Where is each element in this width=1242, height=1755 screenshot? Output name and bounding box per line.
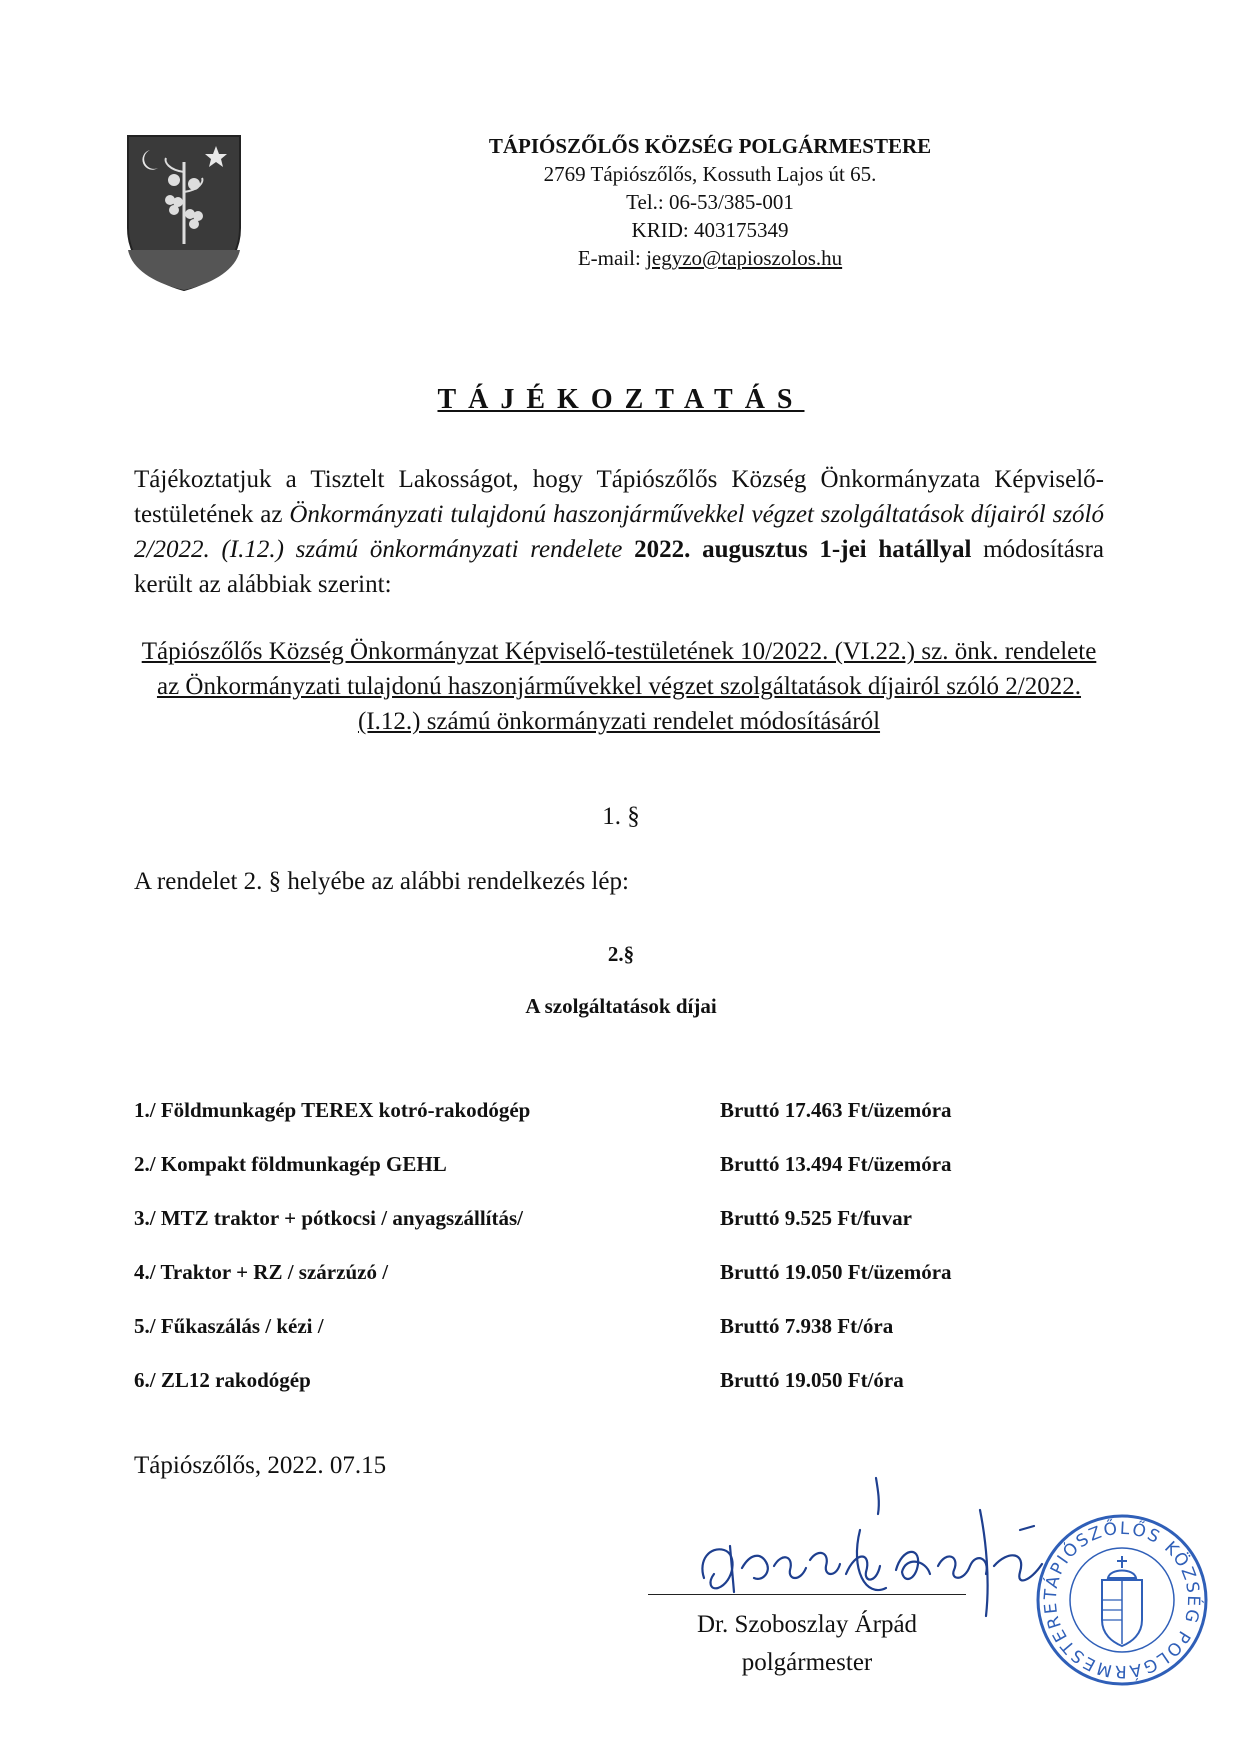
list-item xyxy=(134,1098,1034,1152)
fee-price: Bruttó 9.525 Ft/fuvar xyxy=(720,1206,912,1230)
list-item xyxy=(134,1314,1034,1368)
fee-price: Bruttó 19.050 Ft/óra xyxy=(720,1368,904,1392)
fee-service: 3./ MTZ traktor + pótkocsi / anyagszállítás/ xyxy=(134,1206,524,1230)
section-1-heading: 1. § xyxy=(602,803,640,830)
fee-price: Bruttó 13.494 Ft/üzemóra xyxy=(720,1152,952,1176)
coat-of-arms-icon xyxy=(124,132,244,292)
phone: Tel.: 06-53/385-001 xyxy=(626,190,794,214)
fee-service: 4./ Traktor + RZ / szárzúzó / xyxy=(134,1260,389,1284)
fee-price: Bruttó 17.463 Ft/üzemóra xyxy=(720,1098,952,1122)
email-label: E-mail: xyxy=(577,246,647,270)
list-item xyxy=(134,1152,1034,1206)
fees-subtitle: A szolgáltatások díjai xyxy=(525,994,717,1018)
fee-list xyxy=(134,1098,1034,1422)
fee-service: 5./ Fűkaszálás / kézi / xyxy=(134,1314,324,1338)
fee-service: 2./ Kompakt földmunkagép GEHL xyxy=(134,1152,447,1176)
email-line xyxy=(400,244,1020,272)
intro-paragraph xyxy=(134,462,1104,602)
section-1-text: A rendelet 2. § helyébe az alábbi rendelkezés lép: xyxy=(134,868,629,895)
intro-effective-date: 2022. augusztus 1-jei hatállyal xyxy=(622,536,972,563)
signer-block xyxy=(648,1606,966,1682)
stamp-text: TÁPIÓSZŐLŐS KÖZSÉG POLGÁRMESTERE xyxy=(1040,1518,1204,1682)
signer-name: Dr. Szoboszlay Árpád xyxy=(696,1611,918,1638)
fee-price: Bruttó 19.050 Ft/üzemóra xyxy=(720,1260,952,1284)
organization-name: TÁPIÓSZŐLŐS KÖZSÉG POLGÁRMESTERE xyxy=(488,134,932,158)
list-item xyxy=(134,1206,1034,1260)
fee-service: 6./ ZL12 rakodógép xyxy=(134,1368,311,1392)
signer-role: polgármester xyxy=(741,1649,873,1676)
list-item xyxy=(134,1368,1034,1422)
place-date: Tápiószőlős, 2022. 07.15 xyxy=(134,1452,387,1479)
amendment-title: Tápiószőlős Község Önkormányzat Képviselő-testületének 10/2022. (VI.22.) sz. önk. rendelete az Önkormányzati tulajdonú haszonjárművekkel végzet szolgáltatások díjairól szóló 2/2022. (I.12.) számú önkormányzati rendelet módosításáról xyxy=(141,638,1097,735)
intro-text-1: Tájékoztatjuk a Tisztelt Lakosságot, hogy Tápiószőlős Község Önkormányzata Képviselő-testületének az xyxy=(134,466,1104,528)
address: 2769 Tápiószőlős, Kossuth Lajos út 65. xyxy=(543,162,877,186)
krid: KRID: 403175349 xyxy=(631,218,789,242)
intro-regulation-title: Önkormányzati tulajdonú haszonjárművekkel végzet szolgáltatások díjairól szóló 2/2022. (I.12.) számú önkormányzati rendelete xyxy=(134,501,1104,563)
fee-service: 1./ Földmunkagép TEREX kotró-rakodógép xyxy=(134,1098,531,1122)
signature-line xyxy=(648,1594,966,1595)
section-2-heading: 2.§ xyxy=(607,942,635,966)
email-link[interactable]: jegyzo@tapioszolos.hu xyxy=(646,246,843,270)
document-title: TÁJÉKOZTATÁS xyxy=(437,384,805,415)
list-item xyxy=(134,1260,1034,1314)
intro-text-2: módosításra került az alábbiak szerint: xyxy=(134,536,1104,598)
official-stamp-icon xyxy=(1032,1510,1212,1690)
fee-price: Bruttó 7.938 Ft/óra xyxy=(720,1314,894,1338)
letterhead xyxy=(400,132,1020,272)
